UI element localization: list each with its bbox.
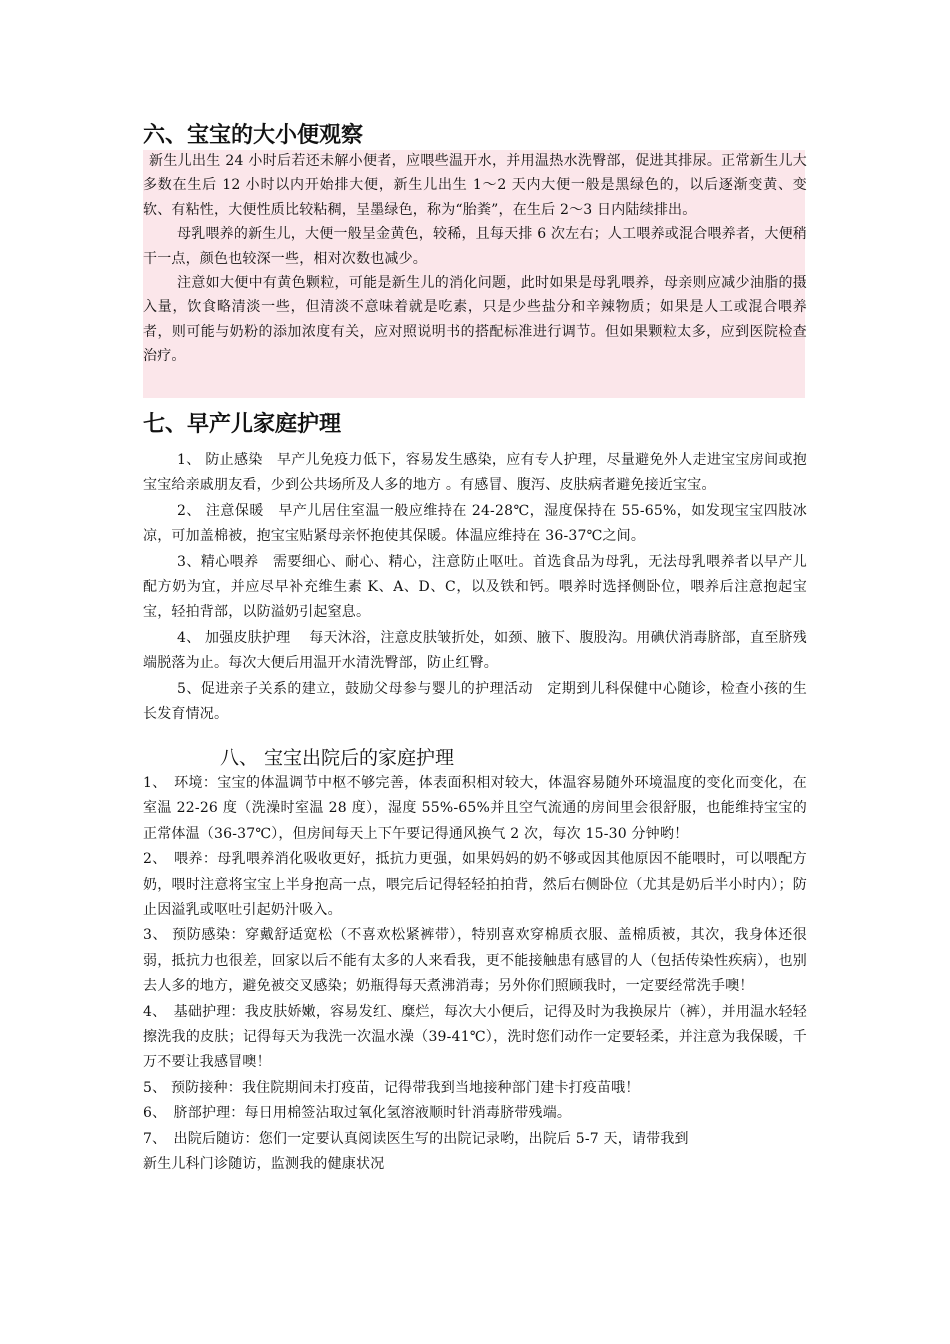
section-8-item-1: 1、 环境：宝宝的体温调节中枢不够完善，体表面积相对较大，体温容易随外环境温度的变化而变化，在室温 22-26 度（洗澡时室温 28 度），湿度 55%-65%并且空气流通的房间里会很舒服，也能维持宝宝的正常体温（36-37℃），但房间每天上下午要记得通风换气 2 次，每次 15-30 分钟哟！: [143, 775, 807, 842]
section-8-item-5: 5、 预防接种：我住院期间未打疫苗，记得带我到当地接种部门建卡打疫苗哦！: [143, 1079, 640, 1096]
section-8-item-7: 7、 出院后随访：您们一定要认真阅读医生写的出院记录哟，出院后 5-7 天，请带我到: [143, 1130, 689, 1147]
section-6-paragraph-1: 新生儿出生 24 小时后若还未解小便者，应喂些温开水，并用温热水洗臀部，促进其排尿。正常新生儿大多数在生后 12 小时以内开始排大便，新生儿出生 1～2 天内大便一般是黑绿色的，以后逐渐变黄、变软、有粘性，大便性质比较粘稠，呈墨绿色，称为“胎粪”，在生后 2～3 日内陆续排出。: [143, 153, 807, 218]
section-7-item-4: 4、 加强皮肤护理 每天沐浴，注意皮肤皱折处，如颈、腋下、腹股沟。用碘伏消毒脐部，直至脐残端脱落为止。每次大便后用温开水清洗臀部，防止红臀。: [143, 629, 807, 672]
section-8-item-4: 4、 基础护理：我皮肤娇嫩，容易发红、糜烂，每次大小便后，记得及时为我换尿片（裤），并用温水轻轻擦洗我的皮肤；记得每天为我洗一次温水澡（39-41℃），洗时您们动作一定要轻柔，并注意为我保暖，千万不要让我感冒噢！: [143, 1003, 807, 1071]
section-7-item-3: 3、精心喂养 需要细心、耐心、精心，注意防止呕吐。首选食品为母乳，无法母乳喂养者以早产儿配方奶为宜，并应尽早补充维生素 K、A、D、C，以及铁和钙。喂养时选择侧卧位，喂养后注意抱起宝宝，轻拍背部，以防溢奶引起窒息。: [143, 553, 807, 621]
section-6-paragraph-3: 注意如大便中有黄色颗粒，可能是新生儿的消化问题，此时如果是母乳喂养，母亲则应减少油脂的摄入量，饮食略清淡一些，但清淡不意味着就是吃素，只是少些盐分和辛辣物质；如果是人工或混合喂养者，则可能与奶粉的添加浓度有关，应对照说明书的搭配标准进行调节。但如果颗粒太多，应到医院检查治疗。: [143, 275, 807, 365]
section-6-title: 六、宝宝的大小便观察: [143, 122, 364, 148]
section-6-paragraph-2: 母乳喂养的新生儿，大便一般呈金黄色，较稀，且每天排 6 次左右；人工喂养或混合喂养者，大便稍干一点，颜色也较深一些，相对次数也减少。: [143, 226, 807, 267]
section-7-title: 七、早产儿家庭护理: [143, 411, 342, 437]
section-7-item-5: 5、促进亲子关系的建立，鼓励父母参与婴儿的护理活动 定期到儿科保健中心随诊，检查小孩的生长发育情况。: [143, 680, 807, 723]
section-7-body: [143, 448, 807, 727]
section-7-item-1: 1、 防止感染 早产儿免疫力低下，容易发生感染，应有专人护理，尽量避免外人走进宝宝房间或抱宝宝给亲戚朋友看，少到公共场所及人多的地方 。有感冒、腹泻、皮肤病者避免接近宝宝。: [143, 452, 807, 494]
section-7-item-2: 2、 注意保暖 早产儿居住室温一般应维持在 24-28℃，湿度保持在 55-65%，如发现宝宝四肢冰凉，可加盖棉被，抱宝宝贴紧母亲怀抱使其保暖。体温应维持在 36-37℃之间。: [143, 502, 807, 545]
section-6-body: [143, 149, 807, 369]
section-8-item-7-continued: 新生儿科门诊随访，监测我的健康状况: [143, 1156, 385, 1173]
section-8-body: [143, 771, 807, 1178]
section-8-item-3: 3、 预防感染：穿戴舒适宽松（不喜欢松紧裤带），特别喜欢穿棉质衣服、盖棉质被，其次，我身体还很弱，抵抗力也很差，回家以后不能有太多的人来看我，更不能接触患有感冒的人（包括传染性疾病），也别去人多的地方，避免被交叉感染；奶瓶得每天煮沸消毒；另外你们照顾我时，一定要经常洗手噢！: [143, 927, 807, 995]
section-8-title: 八、 宝宝出院后的家庭护理: [220, 747, 455, 769]
section-8-item-2: 2、 喂养：母乳喂养消化吸收更好，抵抗力更强，如果妈妈的奶不够或因其他原因不能喂时，可以喂配方奶，喂时注意将宝宝上半身抱高一点，喂完后记得轻轻拍拍背，然后右侧卧位（尤其是奶后半小时内）；防止因溢乳或呕吐引起奶汁吸入。: [143, 851, 807, 919]
section-8-item-6: 6、 脐部护理：每日用棉签沾取过氧化氢溶液顺时针消毒脐带残端。: [143, 1105, 572, 1122]
